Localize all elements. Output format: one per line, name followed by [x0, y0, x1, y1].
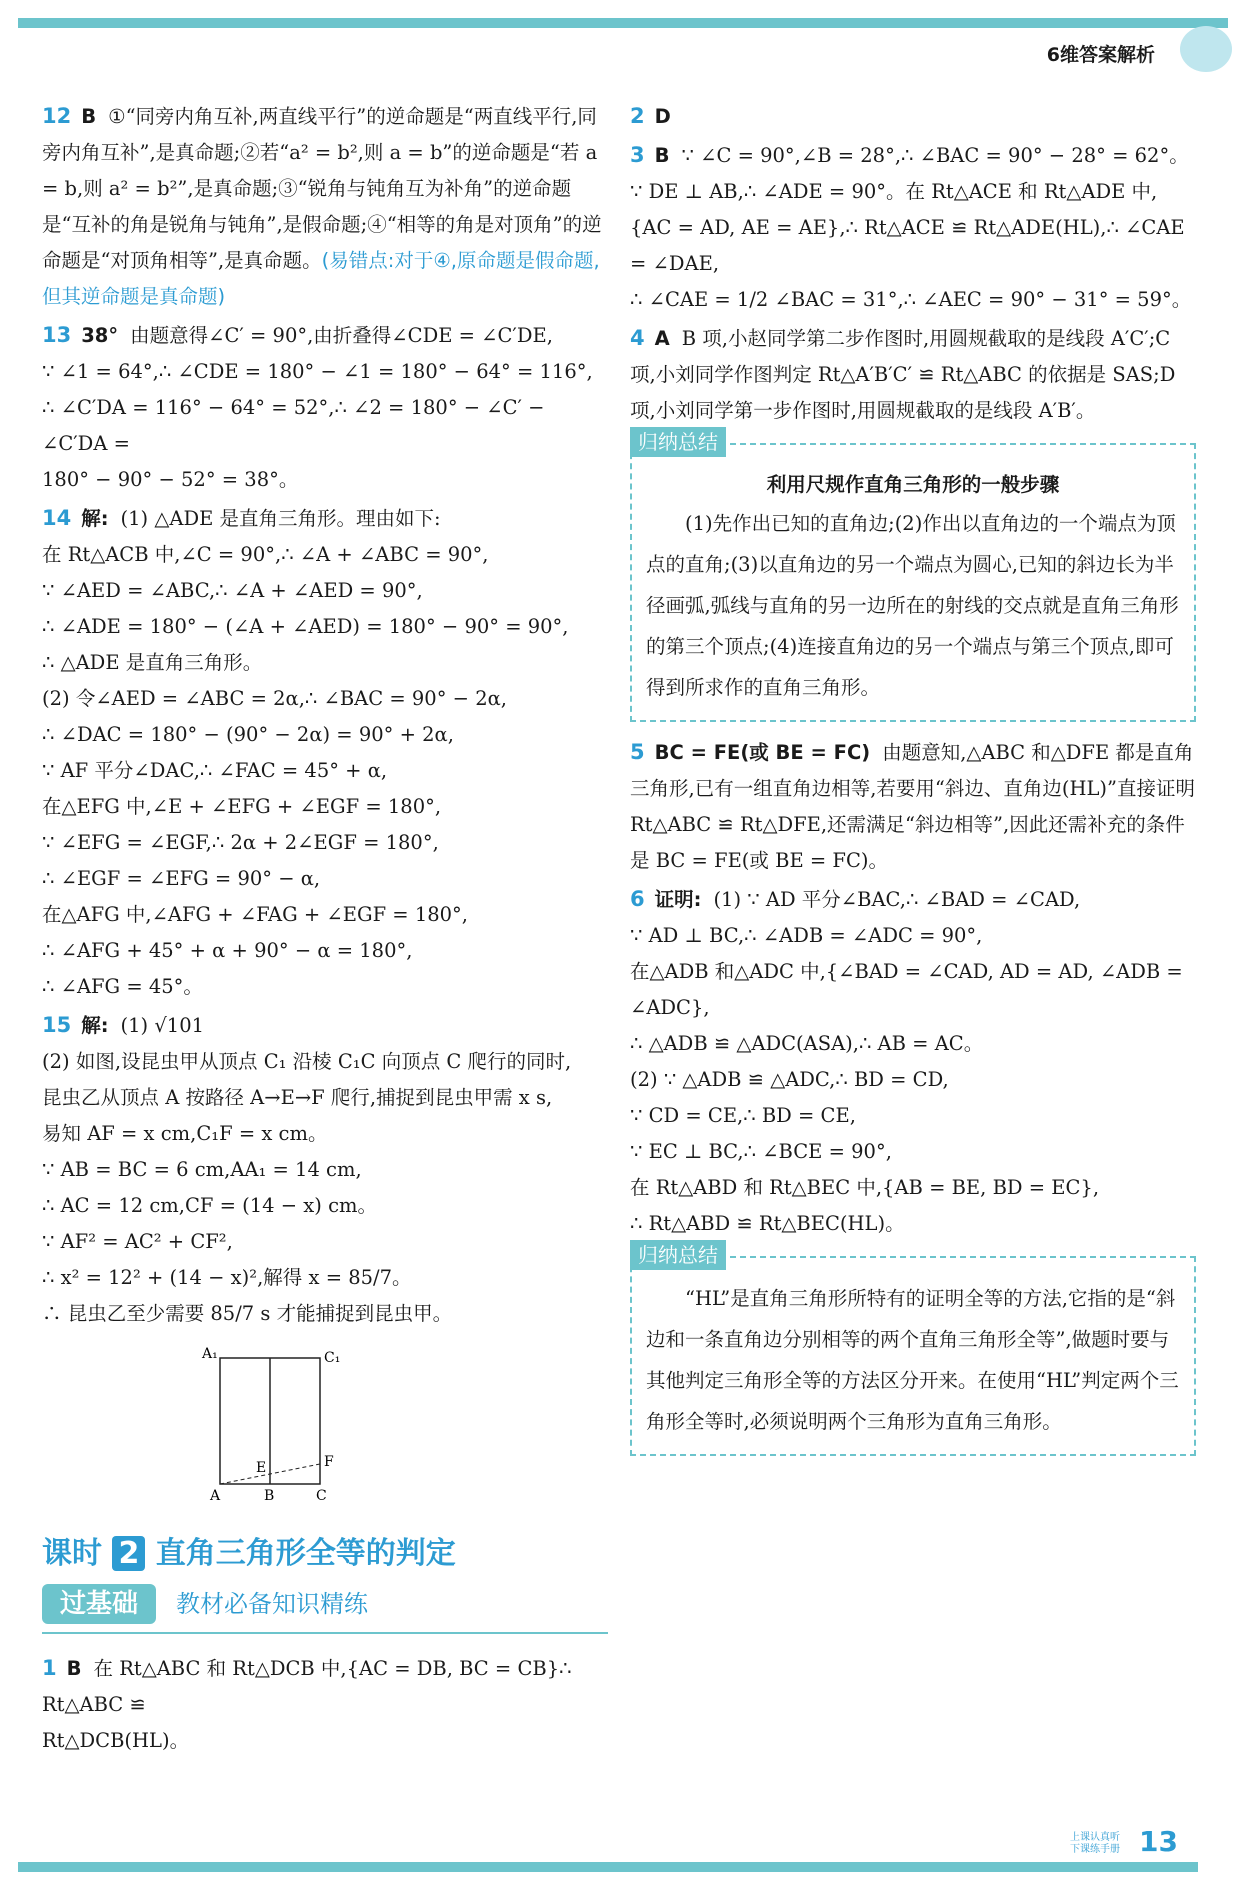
- question-5: [630, 734, 1196, 879]
- solution-line: ∴ ∠AFG = 45°。: [42, 975, 203, 998]
- answer-letter: B: [654, 144, 670, 167]
- question-number: 3: [630, 143, 645, 167]
- summary-title: 利用尺规作直角三角形的一般步骤: [766, 473, 1060, 496]
- solution-line: ∵ AB = BC = 6 cm,AA₁ = 14 cm,: [42, 1158, 362, 1181]
- section-banner: [42, 1584, 608, 1624]
- question-number: 5: [630, 740, 645, 764]
- label-e: E: [256, 1460, 267, 1476]
- label-a: A: [210, 1488, 221, 1504]
- proof-line: ∴ △ADB ≌ △ADC(ASA),∴ AB = AC。: [630, 1032, 984, 1055]
- summary-body: (1)先作出已知的直角边;(2)作出以直角边的一个端点为顶点的直角;(3)以直角边的另一个端点为圆心,已知的斜边长为半径画弧,弧线与直角的另一边所在的射线的交点就是直角三角形的第三个顶点;(4)连接直角边的另一个端点与第三个顶点,即可得到所求作的直角三角形。: [646, 512, 1179, 699]
- explanation-line: ∴ ∠C′DA = 116° − 64° = 52°,∴ ∠2 = 180° − ∠C′ − ∠C′DA =: [42, 396, 545, 455]
- prism-unfold-figure: [192, 1344, 352, 1504]
- tip-note: (易错点:对于④,原命题是假命题,但其逆命题是真命题): [42, 249, 600, 308]
- footer-tagline: [1070, 1832, 1120, 1856]
- solution-line: ∴ AC = 12 cm,CF = (14 − x) cm。: [42, 1194, 378, 1217]
- explanation-line: 在 Rt△ABC 和 Rt△DCB 中,{AC = DB, BC = CB}∴ Rt△ABC ≌: [42, 1657, 572, 1716]
- summary-tag: 归纳总结: [630, 427, 726, 457]
- proof-line: 在 Rt△ABD 和 Rt△BEC 中,{AB = BE, BD = EC},: [630, 1176, 1100, 1199]
- solution-line: (1) √101: [120, 1014, 205, 1037]
- proof-line: (1) ∵ AD 平分∠BAC,∴ ∠BAD = ∠CAD,: [713, 888, 1081, 911]
- explanation-line: 180° − 90° − 52° = 38°。: [42, 468, 299, 491]
- label-b: B: [264, 1488, 275, 1504]
- explanation-line: ∵ ∠1 = 64°,∴ ∠CDE = 180° − ∠1 = 180° − 64° = 116°,: [42, 360, 593, 383]
- question-12: [42, 98, 608, 315]
- explanation-line: ∵ DE ⊥ AB,∴ ∠ADE = 90°。在 Rt△ACE 和 Rt△ADE 中,: [630, 180, 1158, 203]
- question-13: [42, 317, 608, 498]
- explanation: B 项,小赵同学第二步作图时,用圆规截取的是线段 A′C′;C 项,小刘同学作图判定 Rt△A′B′C′ ≌ Rt△ABC 的依据是 SAS;D 项,小刘同学第一步作图时,用圆规截取的是线段 A′B′。: [630, 327, 1176, 422]
- question-number: 4: [630, 326, 645, 350]
- answer-letter: A: [654, 327, 670, 350]
- page-number: 13: [1139, 1825, 1178, 1858]
- solution-line: ∴ △ADE 是直角三角形。: [42, 651, 263, 674]
- explanation-line: ∵ ∠C = 90°,∠B = 28°,∴ ∠BAC = 90° − 28° = 62°。: [681, 144, 1189, 167]
- top-decor-bar: [18, 18, 1228, 28]
- divider: [42, 1632, 608, 1634]
- explanation-line: Rt△DCB(HL)。: [42, 1729, 190, 1752]
- answer-letter: B: [66, 1657, 82, 1680]
- page-header: 6维答案解析: [1046, 44, 1155, 66]
- answer-label: 证明:: [654, 888, 702, 911]
- question-number: 1: [42, 1656, 57, 1680]
- question-6: [630, 881, 1196, 1242]
- question-15: [42, 1007, 608, 1332]
- bottom-decor-bar: [18, 1862, 1198, 1872]
- question-2: [630, 98, 1196, 135]
- section-tag: 过基础: [42, 1584, 156, 1624]
- label-c: C: [316, 1488, 327, 1504]
- solution-line: 在△AFG 中,∠AFG + ∠FAG + ∠EGF = 180°,: [42, 903, 469, 926]
- tagline-line: 下课练手册: [1070, 1844, 1120, 1855]
- solution-line: (2) 令∠AED = ∠ABC = 2α,∴ ∠BAC = 90° − 2α,: [42, 687, 507, 710]
- summary-box: [630, 1243, 1196, 1456]
- question-number: 12: [42, 104, 72, 128]
- proof-line: (2) ∵ △ADB ≌ △ADC,∴ BD = CD,: [630, 1068, 949, 1091]
- question-14: [42, 500, 608, 1005]
- question-number: 6: [630, 887, 645, 911]
- solution-line: 在△EFG 中,∠E + ∠EFG + ∠EGF = 180°,: [42, 795, 442, 818]
- proof-line: ∵ CD = CE,∴ BD = CE,: [630, 1104, 856, 1127]
- lesson-label: 课时: [42, 1536, 102, 1571]
- label-a1: A₁: [202, 1346, 218, 1362]
- solution-line: ∵ ∠AED = ∠ABC,∴ ∠A + ∠AED = 90°,: [42, 579, 423, 602]
- label-c1: C₁: [324, 1350, 341, 1366]
- solution-line: ∵ AF² = AC² + CF²,: [42, 1230, 233, 1253]
- solution-line: ∵ AF 平分∠DAC,∴ ∠FAC = 45° + α,: [42, 759, 388, 782]
- lesson-number: 2: [112, 1536, 145, 1571]
- solution-line: ∵ ∠EFG = ∠EGF,∴ 2α + 2∠EGF = 180°,: [42, 831, 439, 854]
- summary-box: [630, 430, 1196, 722]
- solution-line: (2) 如图,设昆虫甲从顶点 C₁ 沿棱 C₁C 向顶点 C 爬行的同时,: [42, 1050, 572, 1073]
- question-3: [630, 137, 1196, 318]
- explanation-line: ∴ ∠CAE = 1/2 ∠BAC = 31°,∴ ∠AEC = 90° − 31° = 59°。: [630, 288, 1192, 311]
- explanation-line: {AC = AD, AE = AE},∴ Rt△ACE ≌ Rt△ADE(HL),∴ ∠CAE = ∠DAE,: [630, 216, 1185, 275]
- answer-label: 解:: [81, 1014, 109, 1037]
- question-number: 2: [630, 104, 645, 128]
- answer-value: BC = FE(或 BE = FC): [654, 741, 871, 764]
- solution-line: (1) △ADE 是直角三角形。理由如下:: [120, 507, 441, 530]
- question-4: [630, 320, 1196, 429]
- proof-line: 在△ADB 和△ADC 中,{∠BAD = ∠CAD, AD = AD, ∠ADB = ∠ADC},: [630, 960, 1183, 1019]
- tagline-line: 上课认真听: [1070, 1832, 1120, 1843]
- summary-body: “HL”是直角三角形所特有的证明全等的方法,它指的是“斜边和一条直角边分别相等的两个直角三角形全等”,做题时要与其他判定三角形全等的方法区分开来。在使用“HL”判定两个三角形全等时,必须说明两个三角形为直角三角形。: [646, 1287, 1179, 1433]
- solution-line: ∴ x² = 12² + (14 − x)²,解得 x = 85/7。: [42, 1266, 412, 1289]
- lesson-title: 直角三角形全等的判定: [155, 1536, 456, 1571]
- right-column: [630, 98, 1196, 1468]
- explanation: ①“同旁内角互补,两直线平行”的逆命题是“两直线平行,同旁内角互补”,是真命题;②若“a² = b²,则 a = b”的逆命题是“若 a = b,则 a² = b²”,是真命题;③“锐角与钝角互为补角”的逆命题是“互补的角是锐角与钝角”,是假命题;④“相等的角是对顶角”的逆命题是“对顶角相等”,是真命题。: [42, 105, 602, 272]
- question-number: 14: [42, 506, 72, 530]
- solution-line: ∴ ∠AFG + 45° + α + 90° − α = 180°,: [42, 939, 413, 962]
- question-number: 15: [42, 1013, 72, 1037]
- solution-line: 昆虫乙从顶点 A 按路径 A→E→F 爬行,捕捉到昆虫甲需 x s,: [42, 1086, 553, 1109]
- question-number: 13: [42, 323, 72, 347]
- mascot-logo-icon: [1180, 26, 1232, 72]
- proof-line: ∴ Rt△ABD ≌ Rt△BEC(HL)。: [630, 1212, 905, 1235]
- answer-label: 解:: [81, 507, 109, 530]
- section-subtitle: 教材必备知识精练: [176, 1590, 369, 1618]
- solution-line: ∴ ∠DAC = 180° − (90° − 2α) = 90° + 2α,: [42, 723, 454, 746]
- proof-line: ∵ AD ⊥ BC,∴ ∠ADB = ∠ADC = 90°,: [630, 924, 983, 947]
- explanation-line: 由题意得∠C′ = 90°,由折叠得∠CDE = ∠C′DE,: [130, 324, 553, 347]
- question-1: [42, 1650, 608, 1759]
- solution-line: ∴ 昆虫乙至少需要 85/7 s 才能捕捉到昆虫甲。: [42, 1302, 453, 1325]
- answer-value: 38°: [81, 324, 119, 347]
- answer-letter: B: [81, 105, 97, 128]
- left-column: [42, 98, 608, 1761]
- label-f: F: [324, 1454, 334, 1470]
- solution-line: ∴ ∠ADE = 180° − (∠A + ∠AED) = 180° − 90° = 90°,: [42, 615, 569, 638]
- solution-line: 在 Rt△ACB 中,∠C = 90°,∴ ∠A + ∠ABC = 90°,: [42, 543, 489, 566]
- proof-line: ∵ EC ⊥ BC,∴ ∠BCE = 90°,: [630, 1140, 892, 1163]
- summary-tag: 归纳总结: [630, 1240, 726, 1270]
- answer-letter: D: [654, 105, 671, 128]
- lesson-heading: [42, 1536, 608, 1572]
- explanation: 由题意知,△ABC 和△DFE 都是直角三角形,已有一组直角边相等,若要用“斜边、直角边(HL)”直接证明 Rt△ABC ≌ Rt△DFE,还需满足“斜边相等”,因此还需补充的条件是 BC = FE(或 BE = FC)。: [630, 741, 1196, 872]
- solution-line: ∴ ∠EGF = ∠EFG = 90° − α,: [42, 867, 321, 890]
- solution-line: 易知 AF = x cm,C₁F = x cm。: [42, 1122, 328, 1145]
